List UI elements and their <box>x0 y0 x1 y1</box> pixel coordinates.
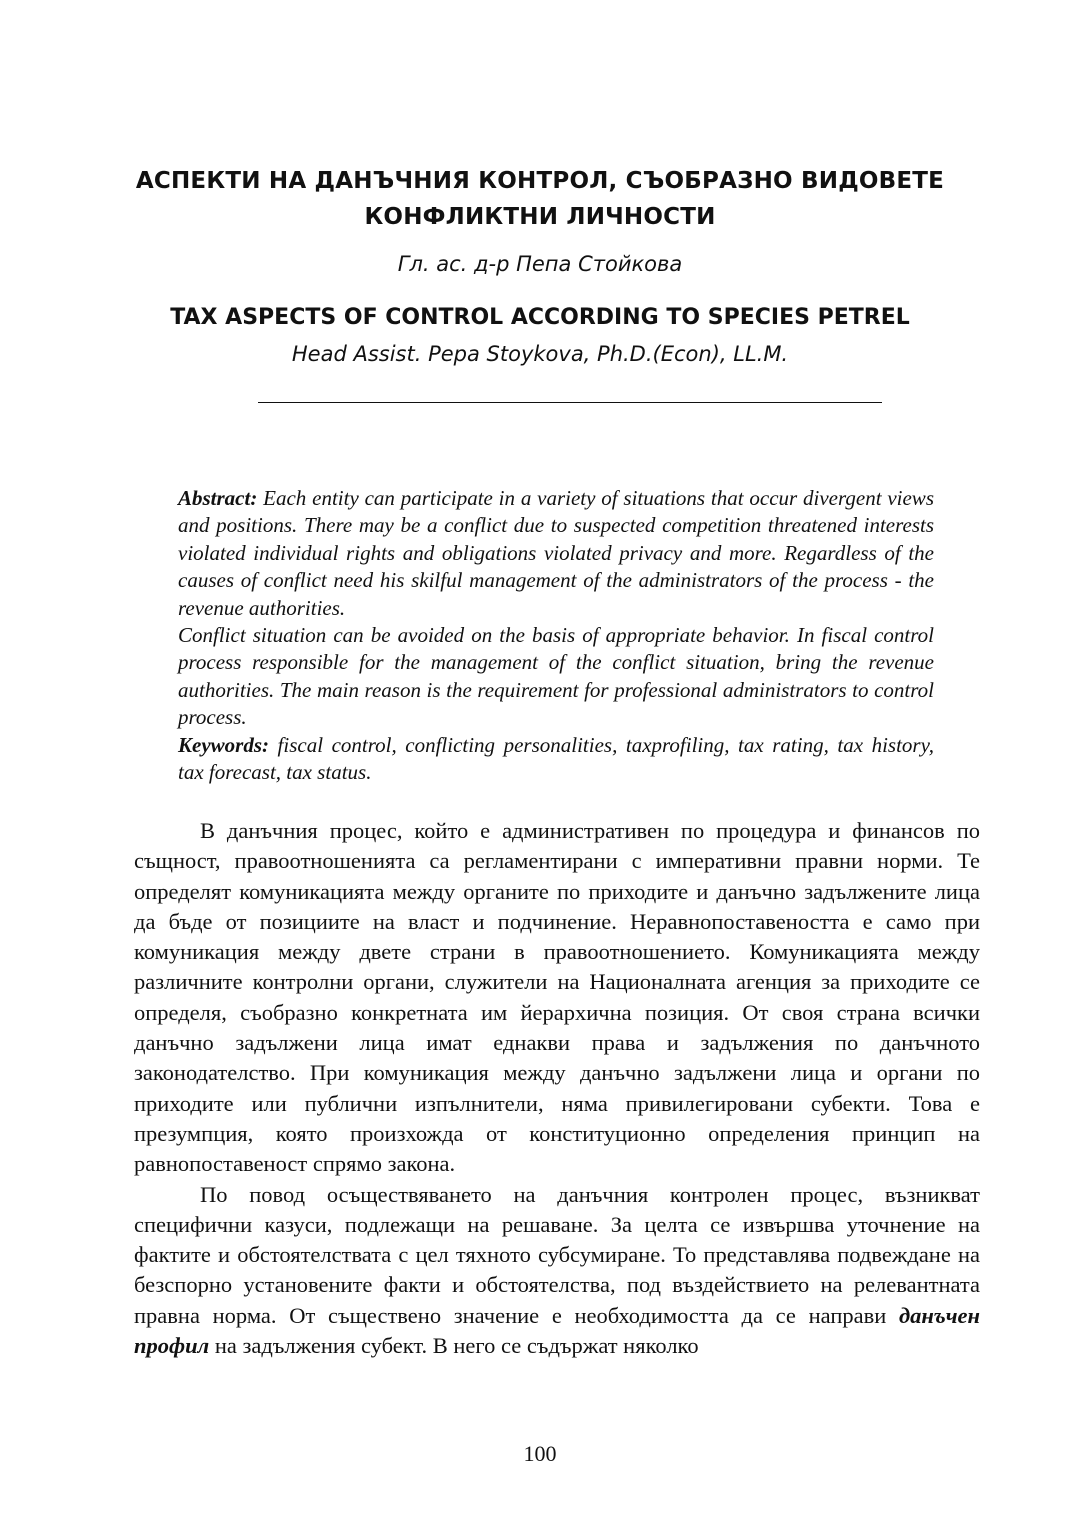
body-text <box>134 816 980 1361</box>
body-paragraph-1: В данъчния процес, който е административен по процедура и финансов по същност, правоотношенията са регламентирани с императивни правни норми. Те определят комуникацията между органите по приходите и данъчно задължените лица да бъде от позициите на власт и подчинение. Неравнопоставеността е само при комуникация между двете страни в правоотношението. Комуникацията между различните контролни органи, служители на Националната агенция за приходите се определя, съобразно конкретната им йерархична позиция. От своя страна всички данъчно задължени лица имат еднакви права и задължения по данъчното законодателство. При комуникация между данъчно задължени лица и органи по приходите или публични изпълнители, няма привилегировани субекти. Това е презумпция, която произхожда от конституционно определения принцип на равнопоставеност спрямо закона. <box>134 818 980 1177</box>
body-p2-end: на задължения субект. В него се съдържат няколко <box>209 1333 699 1359</box>
keywords-text: fiscal control, conflicting personalities, taxprofiling, tax rating, tax history, tax forecast, tax status. <box>178 732 934 785</box>
author-bg: Гл. ас. д-р Пепа Стойкова <box>397 252 683 276</box>
abstract-block <box>178 485 934 786</box>
keywords-label: Keywords: <box>178 732 269 757</box>
abstract-label: Abstract: <box>178 486 258 510</box>
title-divider <box>258 402 882 403</box>
abstract-text-2: Conflict situation can be avoided on the basis of appropriate behavior. In fiscal control process responsible for the management of the conflict situation, bring the revenue authorities. The main reason is the requirement for professional administrators to control process. <box>178 623 934 730</box>
abstract-paragraph-2 <box>178 622 934 732</box>
title-bg-line-1: АСПЕКТИ НА ДАНЪЧНИЯ КОНТРОЛ, СЪОБРАЗНО ВИДОВЕТЕ <box>135 168 945 194</box>
keywords-paragraph <box>178 732 934 787</box>
abstract-text-1: Each entity can participate in a variety of situations that occur divergent views and positions. There may be a conflict due to suspected competition threatened interests violated individual rights and obligations violated privacy and more. Regardless of the causes of conflict need his skilful management of the administrators of the process - the revenue authorities. <box>178 486 934 620</box>
page-number: 100 <box>523 1441 557 1466</box>
term-tax-profile: данъчен профил <box>134 1302 980 1359</box>
abstract-paragraph-1 <box>178 485 934 622</box>
title-bg-line-2: КОНФЛИКТНИ ЛИЧНОСТИ <box>364 204 716 230</box>
body-p2-start: По повод осъществяването на данъчния контролен процес, възникват специфични казуси, подлежащи на решаване. За целта се извършва уточнение на фактите и обстоятелствата с цел тяхното субсумиране. То представлява подвеждане на безспорно установените факти и обстоятелства, под въздействието на релевантната правна норма. От съществено значение е необходимостта да се направи <box>134 1181 980 1328</box>
body-paragraph-2 <box>134 1180 980 1362</box>
author-en: Head Assist. Pepa Stoykova, Ph.D.(Econ), LL.M. <box>291 342 789 366</box>
title-en: TAX ASPECTS OF CONTROL ACCORDING TO SPECIES PETREL <box>170 305 910 330</box>
